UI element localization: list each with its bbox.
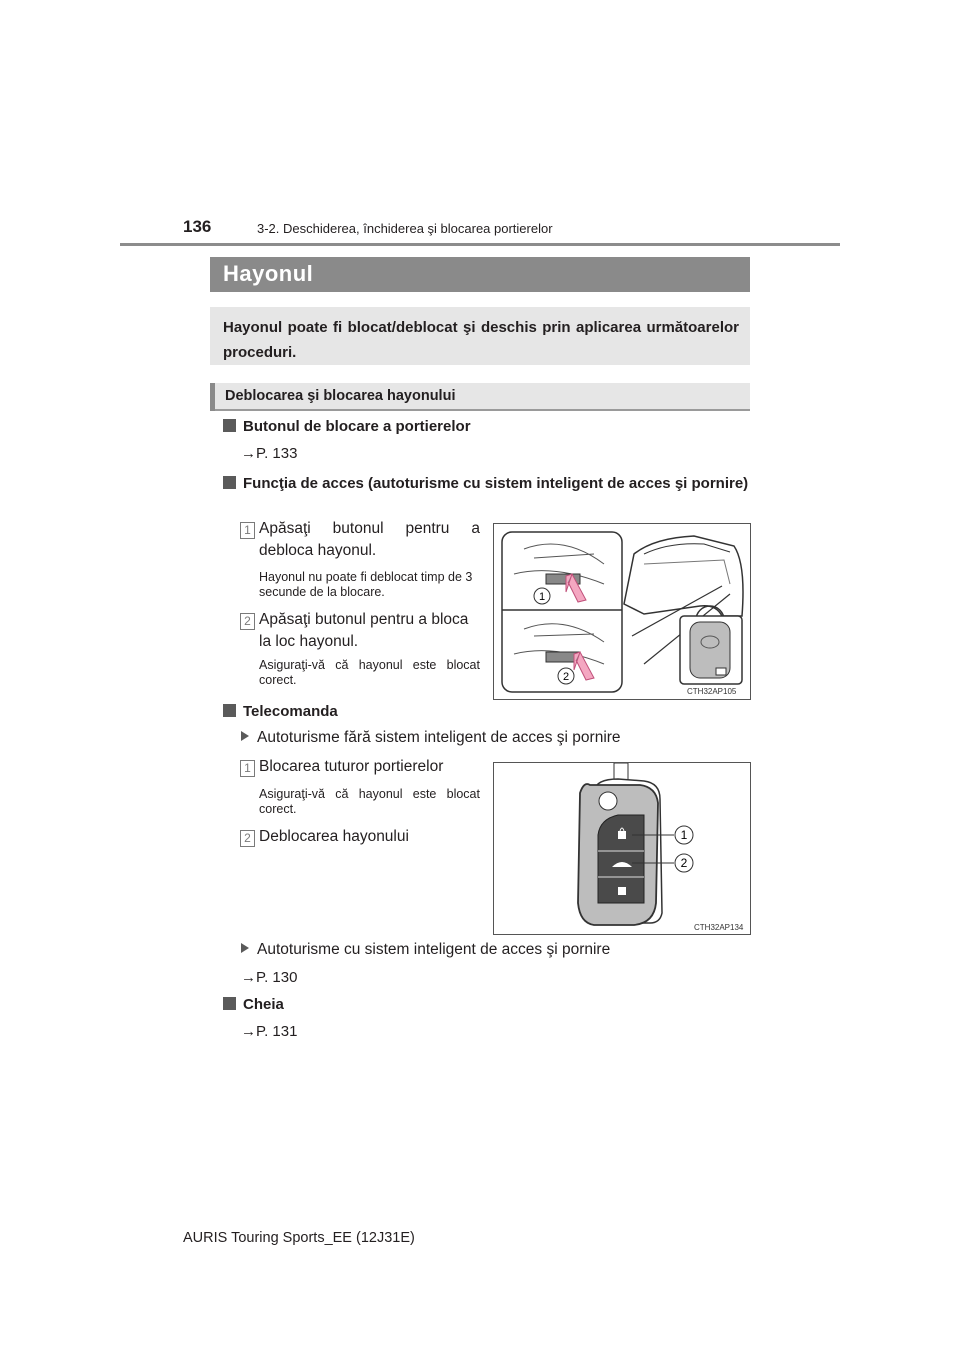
header-rule: [120, 243, 840, 246]
page-number: 136: [183, 217, 212, 236]
heading-smart-entry: Funcţia de acces (autoturisme cu sistem inteligent de acces şi pornire): [223, 473, 750, 495]
intro-box: [210, 307, 750, 365]
section-title-bar: [210, 257, 750, 292]
square-bullet-icon: [223, 476, 236, 489]
ref-door-lock: →P. 133: [241, 445, 298, 462]
step-number-2b: 2: [240, 830, 255, 847]
step-unlock-tailgate-text: Deblocarea hayonului: [259, 828, 409, 845]
subsection-title: Deblocarea şi blocarea hayonului: [225, 388, 456, 404]
subsection-bar: [210, 383, 750, 411]
ref-smart-entry: →P. 130: [241, 969, 298, 986]
heading-remote: Telecomanda: [223, 703, 338, 720]
ref-key: →P. 131: [241, 1023, 298, 1040]
step-lock-all-note: Asiguraţi-vă că hayonul este blocat corect.: [259, 787, 480, 816]
step-number-1b: 1: [240, 760, 255, 777]
footer-model: AURIS Touring Sports_EE (12J31E): [183, 1230, 415, 1246]
subsection-edge: [210, 383, 215, 411]
callout-1: 1: [538, 591, 546, 603]
tailgate-illustration: [494, 524, 750, 699]
step-number-2: 2: [240, 613, 255, 630]
figure-code: CTH32AP105: [687, 687, 737, 696]
chapter-title: 3-2. Deschiderea, închiderea şi blocarea portierelor: [257, 221, 553, 236]
triangle-bullet-icon: [241, 731, 249, 741]
square-bullet-icon: [223, 419, 236, 432]
bullet-with-smart-entry: Autoturisme cu sistem inteligent de acces şi pornire: [241, 941, 610, 959]
step-number-1: 1: [240, 522, 255, 539]
bullet-without-smart-entry: Autoturisme fără sistem inteligent de acces şi pornire: [241, 729, 621, 747]
step-unlock-text: Apăsaţi butonul pentru a debloca hayonul.: [259, 520, 480, 559]
section-title: Hayonul: [223, 261, 314, 286]
remote-key-figure: [493, 762, 751, 935]
remote-key-illustration: [494, 763, 750, 934]
square-bullet-icon: [223, 997, 236, 1010]
heading-door-lock-button: Butonul de blocare a portierelor: [223, 418, 471, 435]
callout-2: 2: [562, 671, 570, 683]
figure-code-2: CTH32AP134: [694, 923, 744, 932]
callout-remote-2: 2: [680, 856, 688, 870]
tailgate-button-figure: [493, 523, 751, 700]
intro-text: Hayonul poate fi blocat/deblocat şi deschis prin aplicarea următoarelor proceduri.: [223, 319, 739, 361]
heading-key: Cheia: [223, 996, 284, 1013]
callout-remote-1: 1: [680, 828, 688, 842]
step-unlock-note: Hayonul nu poate fi deblocat timp de 3 secunde de la blocare.: [259, 570, 473, 599]
triangle-bullet-icon: [241, 943, 249, 953]
square-bullet-icon: [223, 704, 236, 717]
step-lock-note: Asiguraţi-vă că hayonul este blocat corect.: [259, 658, 480, 687]
step-lock-text: Apăsaţi butonul pentru a bloca la loc hayonul.: [259, 611, 469, 650]
step-lock-all-text: Blocarea tuturor portierelor: [259, 758, 444, 775]
